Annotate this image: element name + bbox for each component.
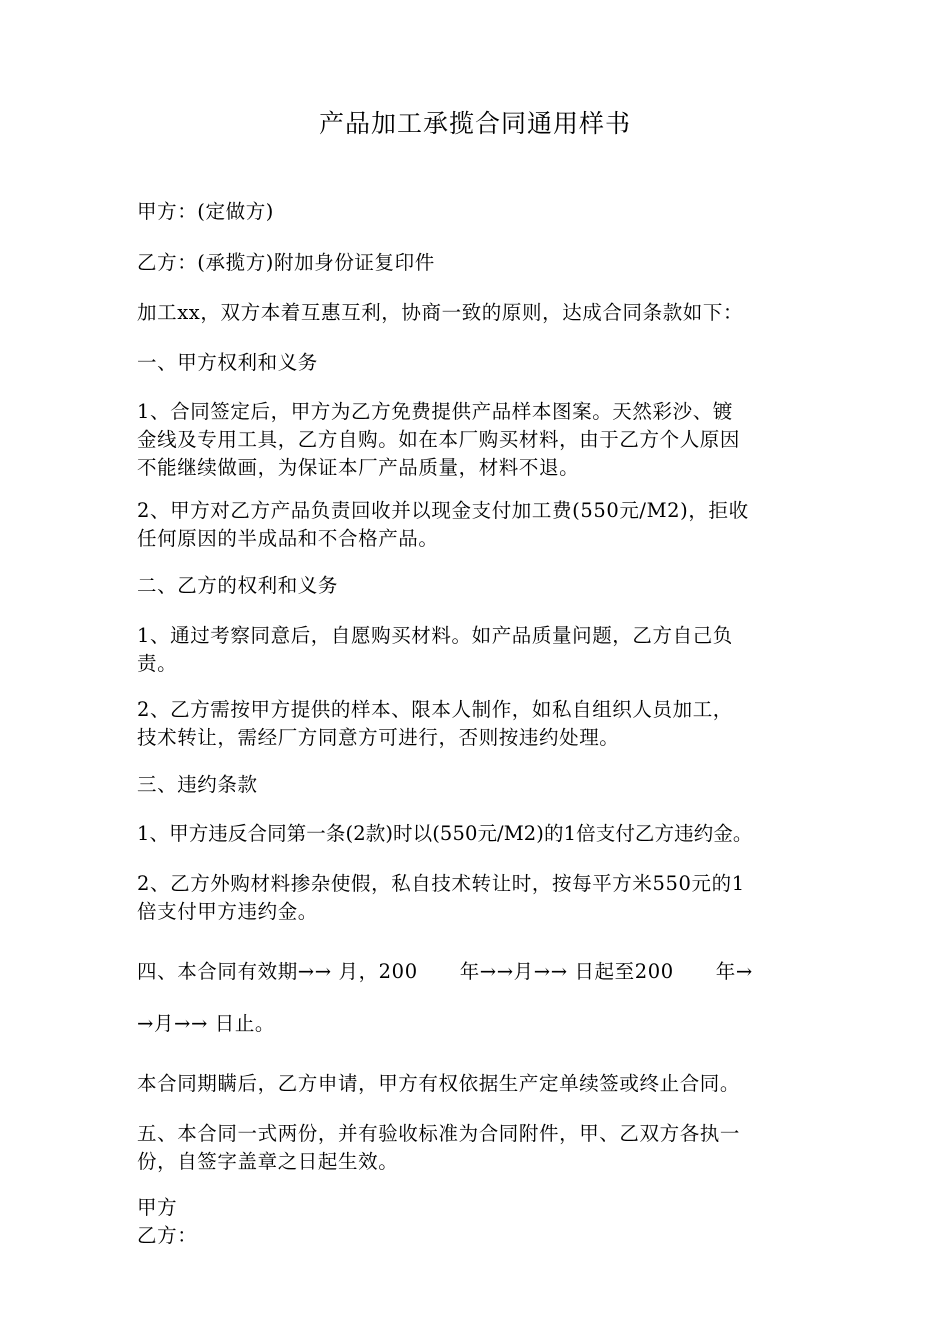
section1-item2-line: 2、甲方对乙方产品负责回收并以现金支付加工费(550元/M2)，拒收 [137,499,749,522]
signature-party-b: 乙方： [137,1224,198,1247]
section3-item2 [137,870,827,926]
section1-item2-line: 任何原因的半成品和不合格产品。 [137,527,439,550]
section2-item2-line: 2、乙方需按甲方提供的样本、限本人制作，如私自组织人员加工， [137,698,733,721]
intro-paragraph: 加工xx，双方本着互惠互利，协商一致的原则，达成合同条款如下： [137,301,744,324]
signature-party-a: 甲方 [137,1196,178,1219]
section1-item1-line: 1、合同签定后，甲方为乙方免费提供产品样本图案。天然彩沙、镀 [137,400,733,423]
party-b-line: 乙方：(承揽方)附加身份证复印件 [137,251,435,274]
section2-item2-line: 技术转让，需经厂方同意方可进行，否则按违约处理。 [137,726,620,749]
section1-item1-line: 不能继续做画，为保证本厂产品质量，材料不退。 [137,456,580,479]
section4-part1: 四、本合同有效期→→ 月，200 [137,960,418,983]
section1-item1-line: 金线及专用工具，乙方自购。如在本厂购买材料，由于乙方个人原因 [137,428,741,451]
section2-item1-line: 1、通过考察同意后，自愿购买材料。如产品质量问题，乙方自己负 [137,624,733,647]
section2-heading: 二、乙方的权利和义务 [137,574,339,597]
section2-item1-line: 责。 [137,652,178,675]
section2-item2 [137,696,827,752]
signature-block [137,1194,827,1250]
section1-heading: 一、甲方权利和义务 [137,351,318,374]
section4-part3: 年→ [715,960,753,983]
section5-line: 五、本合同一式两份，并有验收标准为合同附件，甲、乙双方各执一 [137,1122,741,1145]
section3-item1 [137,820,837,848]
section4-part2: 年→→月→→ 日起至200 [459,960,674,983]
section3-item2-line: 倍支付甲方违约金。 [137,900,318,923]
section1-item1 [137,398,827,482]
section3-item2-line: 2、乙方外购材料掺杂使假，私自技术转让时，按每平方米550元的1 [137,872,745,895]
document-title: 产品加工承揽合同通用样书 [318,109,631,138]
section5-paragraph [137,1120,827,1176]
party-a-line: 甲方：(定做方) [137,200,275,223]
section2-item1 [137,622,827,678]
section3-heading: 三、违约条款 [137,773,258,796]
section5-line: 份，自签字盖章之日起生效。 [137,1150,399,1173]
section4-line1-text [137,958,827,986]
renewal-paragraph: 本合同期瞒后，乙方申请，甲方有权依据生产定单续签或终止合同。 [137,1072,741,1095]
section4-line1 [137,958,827,986]
section3-item1-line: 1、甲方违反合同第一条(2款)时以(550元/M2)的1倍支付乙方违约金。 [137,822,753,845]
section1-item2 [137,497,827,553]
section4-line2: →月→→ 日止。 [137,1012,276,1035]
